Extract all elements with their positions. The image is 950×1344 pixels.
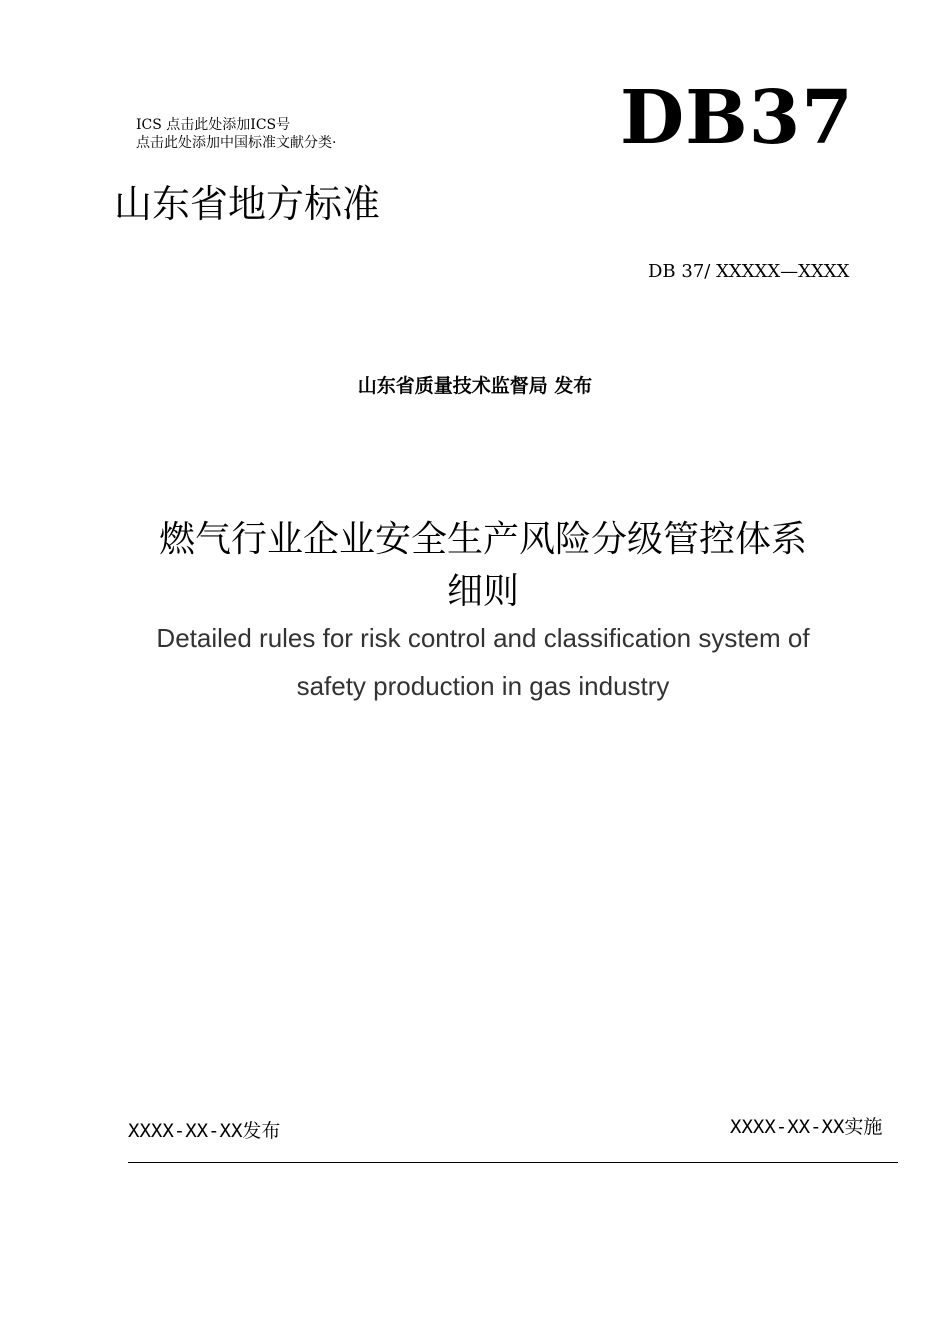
- title-chinese: [0, 514, 950, 618]
- title-english: [0, 614, 950, 710]
- standard-number: DB 37/ XXXXX—XXXX: [648, 261, 850, 282]
- title-chinese-line-2: 细则: [446, 571, 519, 612]
- ics-code: ICS 点击此处添加ICS号: [136, 117, 291, 133]
- standard-type: 山东省地方标准: [114, 182, 381, 226]
- title-english-line-2: safety production in gas industry: [296, 671, 670, 701]
- release-date: XXXX-XX-XX发布: [128, 1120, 281, 1142]
- title-english-line-1: Detailed rules for risk control and classification system of: [156, 623, 810, 653]
- title-chinese-line-1: 燃气行业企业安全生产风险分级管控体系: [158, 519, 807, 560]
- ccs-code: 点击此处添加中国标准文献分类·: [136, 135, 337, 151]
- implementation-date: XXXX-XX-XX实施: [730, 1116, 883, 1138]
- db37-logo: DB37: [620, 75, 854, 161]
- issuer-line: 山东省质量技术监督局 发布: [357, 375, 593, 397]
- bottom-divider: [128, 1162, 898, 1163]
